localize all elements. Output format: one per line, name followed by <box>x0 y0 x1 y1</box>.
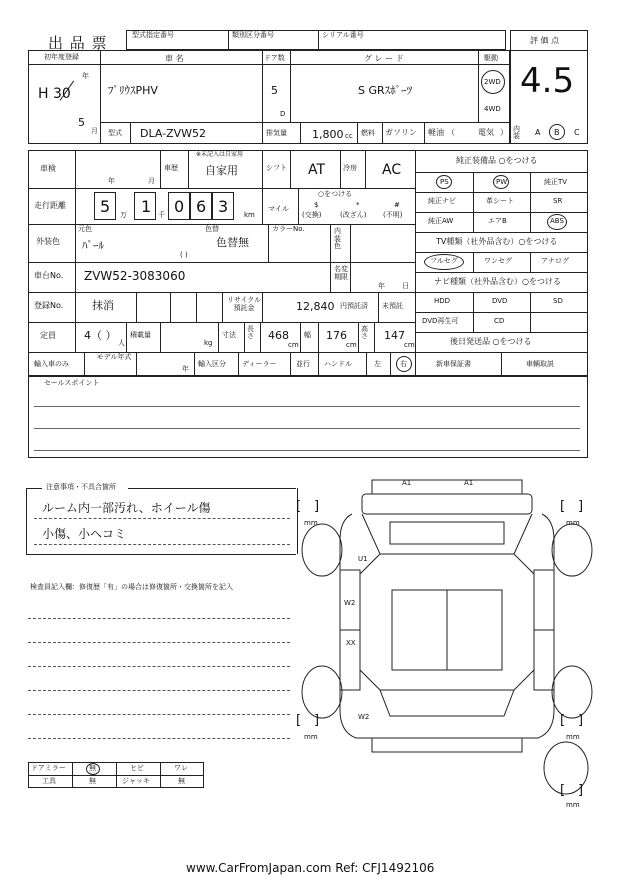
fuel-label: 燃料 <box>361 129 375 137</box>
tyre-fr-close: ] <box>578 499 584 514</box>
mile-label: マイル <box>268 205 289 213</box>
shaken-month: 月 <box>148 177 155 185</box>
km-d1: 5 <box>100 197 111 216</box>
capacity-unit: 人 <box>118 339 125 347</box>
drive-4wd: 4WD <box>484 105 501 113</box>
height: 147 <box>384 329 405 342</box>
footer-ref[interactable]: www.CarFromJapan.com Ref: CFJ1492106 <box>186 861 435 875</box>
orig-color: ﾊﾟｰﾙ <box>82 239 104 252</box>
first-reg-label: 初年度登録 <box>44 53 79 61</box>
km-sen: 千 <box>158 211 165 219</box>
load-label: 積載量 <box>130 331 151 339</box>
right-handle: 右 <box>400 360 407 368</box>
eq-navi: 純正ナビ <box>428 197 456 205</box>
header-type-no: 型式指定番号 <box>132 31 174 39</box>
name-change-year: 年 <box>378 282 385 290</box>
tyre-spare-open: [ <box>560 783 566 798</box>
eq-sd: SD <box>553 297 563 305</box>
recycle-label: リサイクル預託金 <box>226 296 262 313</box>
tyre-rr-open: [ <box>560 713 566 728</box>
tyre-fl-close: ] <box>314 499 320 514</box>
month-label: 月 <box>91 127 98 135</box>
car-name: ﾌﾟﾘｳｽPHV <box>108 84 158 97</box>
ac: AC <box>382 162 402 178</box>
color-change-label: 色替 <box>205 225 219 233</box>
shaken-year: 年 <box>108 177 115 185</box>
diagram-xx: XX <box>346 639 356 647</box>
km-man: 万 <box>120 211 127 219</box>
star: * <box>356 201 360 209</box>
grade: S GRｽﾎﾟｰﾂ <box>358 84 413 97</box>
sales-point-box <box>28 376 588 458</box>
km-d2: 1 <box>141 197 152 216</box>
tyre-rr-close: ] <box>578 713 584 728</box>
color-paren: ( ) <box>180 251 188 259</box>
mirror-label: ドアミラー <box>31 764 66 772</box>
door-type: D <box>280 110 286 118</box>
score-label: 評 価 点 <box>530 36 560 45</box>
eq-abs: ABS <box>550 217 564 225</box>
tyre-rl-mm: mm <box>304 733 318 741</box>
navi-type-label: ナビ種類（社外品含む）○をつける <box>434 277 561 286</box>
tyre-spare-close: ] <box>578 783 584 798</box>
handle: ハンドル <box>324 360 352 368</box>
drive-label: 駆動 <box>484 54 498 62</box>
import-label: 輸入車のみ <box>34 360 69 368</box>
km-d5: 3 <box>218 197 229 216</box>
fuel-diesel: 軽油 <box>428 128 444 137</box>
history: 自家用 <box>205 164 238 177</box>
eq-warranty: 新車保証書 <box>436 360 471 368</box>
eq-dvdplay: DVD再生可 <box>422 317 459 325</box>
diagram-a1-left: A1 <box>402 479 412 487</box>
year-label: 年 <box>82 72 89 80</box>
ac-label: 冷房 <box>343 164 357 172</box>
car-name-label: 車 名 <box>165 54 184 63</box>
eq-sr: SR <box>553 197 563 205</box>
notes-line-2: 小傷、小ヘコミ <box>42 527 127 541</box>
jack-value: 無 <box>178 777 185 785</box>
displacement-label: 排気量 <box>266 129 287 137</box>
km-d4: 6 <box>196 197 207 216</box>
tools-label: 工具 <box>42 777 56 785</box>
import-cat: 輸入区分 <box>198 360 226 368</box>
width-unit: cm <box>346 341 357 349</box>
diagram-w2-lower: W2 <box>358 713 370 721</box>
length: 468 <box>268 329 289 342</box>
first-reg-month: 5 <box>78 116 85 129</box>
fuel-close: ） <box>500 128 508 137</box>
eq-manual: 車輌取説 <box>526 360 554 368</box>
tyre-spare-mm: mm <box>566 801 580 809</box>
fuel-electric: 電気 <box>478 128 494 137</box>
color-label: 外装色 <box>36 237 60 246</box>
km-circle-note: ○をつける <box>318 190 353 198</box>
tv-type-label: TV種類（社外品含む）○をつける <box>436 237 558 246</box>
model-year-label: モデル年式 <box>96 353 132 361</box>
name-change-label: 名変期限 <box>334 265 348 281</box>
recycle-unit: 円預託済 <box>340 302 368 310</box>
tyre-rr-mm: mm <box>566 733 580 741</box>
hibi-label: ヒビ <box>130 764 144 772</box>
door-count: 5 <box>271 84 278 97</box>
model: DLA-ZVW52 <box>140 127 207 140</box>
tyre-fr-open: [ <box>560 499 566 514</box>
later-label: 後日発送品 ○をつける <box>450 337 532 346</box>
eq-leather: 革シート <box>486 197 514 205</box>
dollar: $ <box>314 201 319 209</box>
tyre-rl-close: ] <box>314 713 320 728</box>
door-label: ドア数 <box>264 54 285 62</box>
score-value: 4.5 <box>520 61 575 101</box>
eq-tv: 純正TV <box>544 178 568 186</box>
recycle: 12,840 <box>296 300 335 313</box>
eq-analog: アナログ <box>541 257 569 265</box>
tyre-rl-open: [ <box>296 713 302 728</box>
first-reg-era: H 30 <box>38 86 71 102</box>
recycle-no: 未預託 <box>382 302 403 310</box>
modified: (改ざん) <box>340 211 367 219</box>
km-unit: km <box>244 211 255 219</box>
eq-dvd: DVD <box>492 297 508 305</box>
height-unit: cm <box>404 341 415 349</box>
model-year-unit: 年 <box>182 365 189 373</box>
interior-c: C <box>574 128 580 137</box>
capacity: 4（ ） <box>84 329 117 342</box>
grade-label: グ レ ー ド <box>364 54 404 63</box>
size-label: 寸法 <box>222 331 236 339</box>
history-note: ※未記入は自家用 <box>196 151 244 158</box>
notes-line-1: ルーム内一部汚れ、ホイール傷 <box>42 501 211 515</box>
eq-ps: PS <box>440 178 449 186</box>
car-damage-diagram <box>300 470 600 810</box>
parallel: 並行 <box>296 360 310 368</box>
color-change: 色替無 <box>216 236 249 249</box>
displacement: 1,800 <box>312 128 344 141</box>
km-d3: 0 <box>174 197 185 216</box>
height-label: 高さ <box>361 325 368 340</box>
interior-b: B <box>554 128 560 137</box>
history-label: 車歴 <box>164 164 178 172</box>
eq-oneseg: ワンセグ <box>484 257 512 265</box>
model-label: 型式 <box>108 129 122 137</box>
mirror-value: 無 <box>89 764 96 772</box>
eq-cd: CD <box>494 317 505 325</box>
fuel-paren: （ <box>447 128 455 137</box>
width-label: 幅 <box>304 331 311 339</box>
shaken-label: 車検 <box>40 164 56 173</box>
left-handle: 左 <box>374 360 381 368</box>
genuine-label: 純正装備品 ○をつける <box>456 156 538 165</box>
tools-value: 無 <box>89 777 96 785</box>
inspector-note: 検査員記入欄：修復歴「有」の場合は修復箇所・交換箇所を記入 <box>30 583 233 591</box>
eq-hdd: HDD <box>434 297 451 305</box>
interior-label: 内装 <box>513 125 520 140</box>
capacity-label: 定員 <box>40 331 56 340</box>
exchanged: (交換) <box>302 211 322 219</box>
name-change-day: 日 <box>402 282 409 290</box>
reg: 抹消 <box>92 299 114 312</box>
km-label: 走行距離 <box>34 201 66 210</box>
notes-label: 注意事項・不具合箇所 <box>46 483 116 491</box>
chassis: ZVW52-3083060 <box>84 269 186 283</box>
color-no-label: カラーNo. <box>272 225 305 233</box>
eq-fullseg: フルセグ <box>430 257 458 265</box>
ware-label: ワレ <box>174 764 188 772</box>
hash: # <box>394 201 400 209</box>
shift-label: シフト <box>266 164 287 172</box>
unknown: (不明) <box>383 211 403 219</box>
tyre-fr-mm: mm <box>566 519 580 527</box>
eq-airbag: エアB <box>488 217 507 225</box>
header-serial-no: シリアル番号 <box>322 31 364 39</box>
interior-a: A <box>535 128 541 137</box>
jack-label: ジャッキ <box>122 777 150 785</box>
diagram-w2-upper: W2 <box>344 599 356 607</box>
length-unit: cm <box>288 341 299 349</box>
drive-2wd: 2WD <box>484 78 501 86</box>
orig-color-label: 元色 <box>78 225 92 233</box>
reg-label: 登録No. <box>34 301 64 310</box>
sales-point-label: セールスポイント <box>44 379 100 387</box>
tyre-fl-mm: mm <box>304 519 318 527</box>
diagram-u1: U1 <box>358 555 368 563</box>
chassis-label: 車台No. <box>34 271 64 280</box>
eq-pw: PW <box>496 178 508 186</box>
eq-aw: 純正AW <box>428 217 454 225</box>
dealer: ディーラー <box>242 360 277 368</box>
int-color-label: 内装色 <box>334 227 341 251</box>
header-cells <box>126 30 506 50</box>
displacement-unit: cc <box>345 132 353 140</box>
width: 176 <box>326 329 347 342</box>
length-label: 長さ <box>247 325 254 340</box>
diagram-a1-right: A1 <box>464 479 474 487</box>
shift: AT <box>308 162 326 178</box>
sheet-title: 出 品 票 <box>48 34 108 52</box>
fuel-gasoline: ガソリン <box>385 128 417 137</box>
header-class-no: 類別区分番号 <box>232 31 274 39</box>
kg: kg <box>204 339 213 347</box>
tyre-fl-open: [ <box>296 499 302 514</box>
